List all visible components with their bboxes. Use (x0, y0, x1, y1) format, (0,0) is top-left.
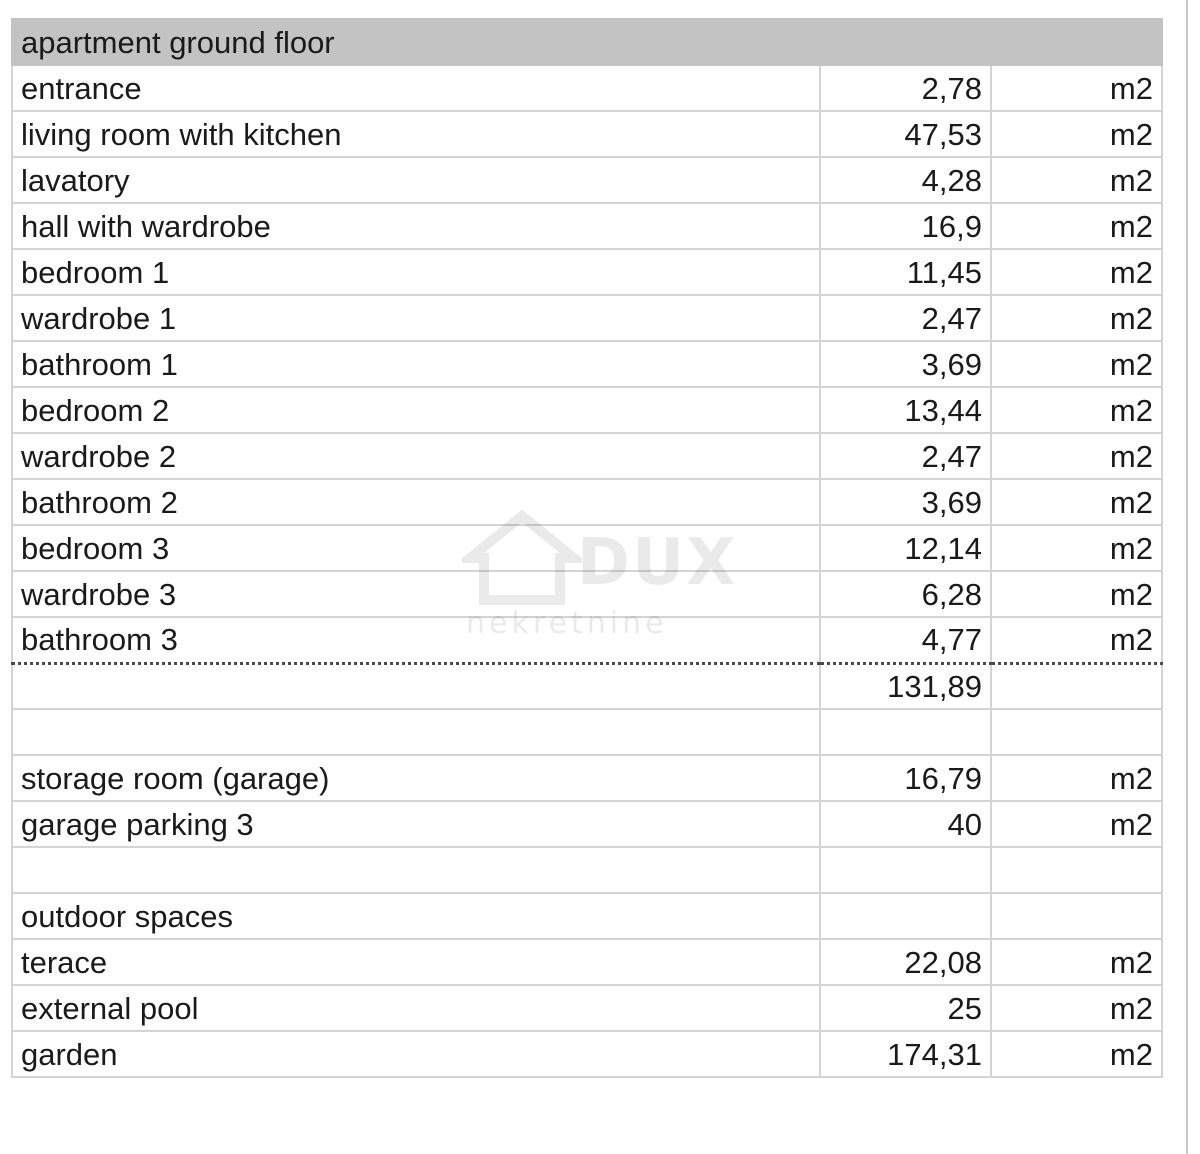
area-unit: m2 (991, 157, 1162, 203)
room-name: bathroom 2 (12, 479, 820, 525)
room-area: 13,44 (820, 387, 991, 433)
room-area: 6,28 (820, 571, 991, 617)
room-name: lavatory (12, 157, 820, 203)
area-table (11, 18, 1163, 1078)
room-area: 3,69 (820, 341, 991, 387)
table-title: apartment ground floor (12, 19, 1162, 65)
room-area: 12,14 (820, 525, 991, 571)
total-unit (991, 663, 1162, 709)
area-unit: m2 (991, 249, 1162, 295)
table-row (12, 157, 1162, 203)
blank-cell (820, 847, 991, 893)
room-area: 47,53 (820, 111, 991, 157)
table-row (12, 939, 1162, 985)
table-row (12, 617, 1162, 663)
room-area: 16,79 (820, 755, 991, 801)
room-area: 16,9 (820, 203, 991, 249)
room-area: 4,28 (820, 157, 991, 203)
room-name: wardrobe 3 (12, 571, 820, 617)
total-label (12, 663, 820, 709)
room-name: external pool (12, 985, 820, 1031)
area-unit: m2 (991, 111, 1162, 157)
room-name: garden (12, 1031, 820, 1077)
room-area: 40 (820, 801, 991, 847)
blank-cell (991, 709, 1162, 755)
blank-cell (991, 893, 1162, 939)
area-unit: m2 (991, 801, 1162, 847)
room-name: entrance (12, 65, 820, 111)
area-unit: m2 (991, 479, 1162, 525)
room-name: terace (12, 939, 820, 985)
table-row (12, 525, 1162, 571)
table-row (12, 249, 1162, 295)
area-unit: m2 (991, 571, 1162, 617)
area-unit: m2 (991, 617, 1162, 663)
room-name: bathroom 3 (12, 617, 820, 663)
section-row (12, 893, 1162, 939)
blank-cell (12, 847, 820, 893)
room-name: hall with wardrobe (12, 203, 820, 249)
table-row (12, 341, 1162, 387)
blank-row (12, 847, 1162, 893)
table-row (12, 571, 1162, 617)
room-name: storage room (garage) (12, 755, 820, 801)
table-row (12, 65, 1162, 111)
area-unit: m2 (991, 203, 1162, 249)
room-area: 2,47 (820, 295, 991, 341)
watermark-subtitle: nekretnine (466, 606, 668, 641)
blank-cell (991, 847, 1162, 893)
table-row (12, 479, 1162, 525)
blank-cell (820, 709, 991, 755)
room-name: living room with kitchen (12, 111, 820, 157)
table-row (12, 433, 1162, 479)
total-row (12, 663, 1162, 709)
room-name: bedroom 1 (12, 249, 820, 295)
table-row (12, 1031, 1162, 1077)
table-row (12, 387, 1162, 433)
room-area: 2,47 (820, 433, 991, 479)
area-unit: m2 (991, 939, 1162, 985)
area-unit: m2 (991, 341, 1162, 387)
room-name: bathroom 1 (12, 341, 820, 387)
room-area: 2,78 (820, 65, 991, 111)
room-area: 11,45 (820, 249, 991, 295)
room-area: 25 (820, 985, 991, 1031)
page-edge-divider (1186, 0, 1188, 1154)
total-area: 131,89 (820, 663, 991, 709)
area-unit: m2 (991, 1031, 1162, 1077)
room-area: 3,69 (820, 479, 991, 525)
table-row (12, 203, 1162, 249)
room-area: 22,08 (820, 939, 991, 985)
table-row (12, 801, 1162, 847)
room-name: bedroom 3 (12, 525, 820, 571)
area-unit: m2 (991, 433, 1162, 479)
room-name: wardrobe 2 (12, 433, 820, 479)
room-name: garage parking 3 (12, 801, 820, 847)
area-unit: m2 (991, 295, 1162, 341)
blank-row (12, 709, 1162, 755)
area-unit: m2 (991, 65, 1162, 111)
area-unit: m2 (991, 525, 1162, 571)
area-unit: m2 (991, 755, 1162, 801)
watermark-brand: DUX (577, 526, 738, 600)
blank-cell (820, 893, 991, 939)
room-area: 4,77 (820, 617, 991, 663)
area-unit: m2 (991, 985, 1162, 1031)
table-row (12, 111, 1162, 157)
area-unit: m2 (991, 387, 1162, 433)
table-row (12, 755, 1162, 801)
table-row (12, 295, 1162, 341)
table-header-row (12, 19, 1162, 65)
blank-cell (12, 709, 820, 755)
section-label: outdoor spaces (12, 893, 820, 939)
room-area: 174,31 (820, 1031, 991, 1077)
table-row (12, 985, 1162, 1031)
room-name: wardrobe 1 (12, 295, 820, 341)
room-name: bedroom 2 (12, 387, 820, 433)
